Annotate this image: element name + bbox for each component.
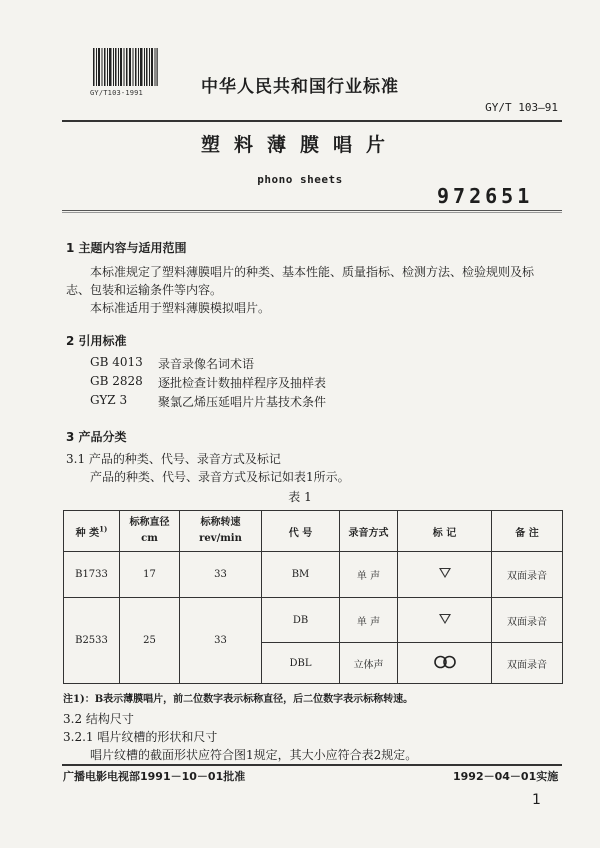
ref-code: GB 2828 [90,374,143,388]
document-number: 972651 [437,184,534,208]
cell-speed: 33 [180,552,262,598]
section-1-paragraph-line1: 本标准规定了塑料薄膜唱片的种类、基本性能、质量指标、检测方法、检验规则及标 [90,265,535,279]
cell-mark [398,643,492,684]
cell-speed: 33 [180,598,262,684]
effective-date: 1992－04－01实施 [453,770,559,783]
section-1-paragraph-2: 本标准适用于塑料薄膜模拟唱片。 [90,301,271,315]
title-rule-secondary [62,212,562,213]
stereo-mark-icon [432,655,458,669]
standard-organization: 中华人民共和国行业标准 [201,77,399,97]
ref-title: 逐批检查计数抽样程序及抽样表 [158,376,327,390]
cell-note: 双面录音 [492,598,563,643]
cell-mark [398,598,492,643]
mono-mark-icon [439,614,451,624]
section-1-paragraph-line2: 志、包装和运输条件等内容。 [66,283,223,297]
page-title: 塑料薄膜唱片 [200,134,399,156]
cell-note: 双面录音 [492,552,563,598]
title-rule [62,210,562,211]
approval-date: 广播电影电视部1991－10－01批准 [63,770,246,783]
ref-title: 录音录像名词术语 [158,357,255,371]
header-rule [62,120,562,122]
table-header-row [64,511,563,552]
cell-type: B2533 [64,598,120,684]
section-3-2-1-text: 唱片纹槽的截面形状应符合图1规定，其大小应符合表2规定。 [90,748,418,762]
header-mark: 标 记 [398,511,492,552]
table-row [64,552,563,598]
cell-mark [398,552,492,598]
ref-code: GYZ 3 [90,393,128,407]
cell-diameter: 25 [120,598,180,684]
header-type: 种 类$^{1)}$ [64,511,120,552]
section-3-2-1-heading: 3.2.1 唱片纹槽的形状和尺寸 [63,730,218,744]
cell-code: DBL [262,643,340,684]
cell-code: DB [262,598,340,643]
cell-recording: 单 声 [340,552,398,598]
ref-title: 聚氯乙烯压延唱片片基技术条件 [158,395,327,409]
table-note: 注1)：B表示薄膜唱片，前二位数字表示标称直径，后二位数字表示标称转速。 [63,694,414,705]
ref-code: GB 4013 [90,355,143,369]
footer-rule [62,764,562,766]
section-1-heading: 1 主题内容与适用范围 [66,241,187,255]
section-3-heading: 3 产品分类 [66,430,127,444]
header-note: 备 注 [492,511,563,552]
cell-recording: 立体声 [340,643,398,684]
cell-diameter: 17 [120,552,180,598]
standard-code: GY/T 103—91 [485,101,558,114]
cell-type: B1733 [64,552,120,598]
section-2-heading: 2 引用标准 [66,334,127,348]
header-recording: 录音方式 [340,511,398,552]
header-speed: 标称转速 rev/min [180,511,262,552]
table-row [64,598,563,643]
mono-mark-icon [439,568,451,578]
table-1 [63,510,563,684]
cell-note: 双面录音 [492,643,563,684]
page-subtitle: phono sheets [257,173,343,186]
barcode-label: GY/T103-1991 [90,89,143,97]
section-3-1-text: 产品的种类、代号、录音方式及标记如表1所示。 [90,470,350,484]
table-caption: 表 1 [288,490,312,504]
section-3-2-heading: 3.2 结构尺寸 [63,712,134,726]
cell-recording: 单 声 [340,598,398,643]
header-diameter: 标称直径 cm [120,511,180,552]
cell-code: BM [262,552,340,598]
header-code: 代 号 [262,511,340,552]
page-number: 1 [532,792,541,808]
section-3-1-heading: 3.1 产品的种类、代号、录音方式及标记 [66,452,281,466]
